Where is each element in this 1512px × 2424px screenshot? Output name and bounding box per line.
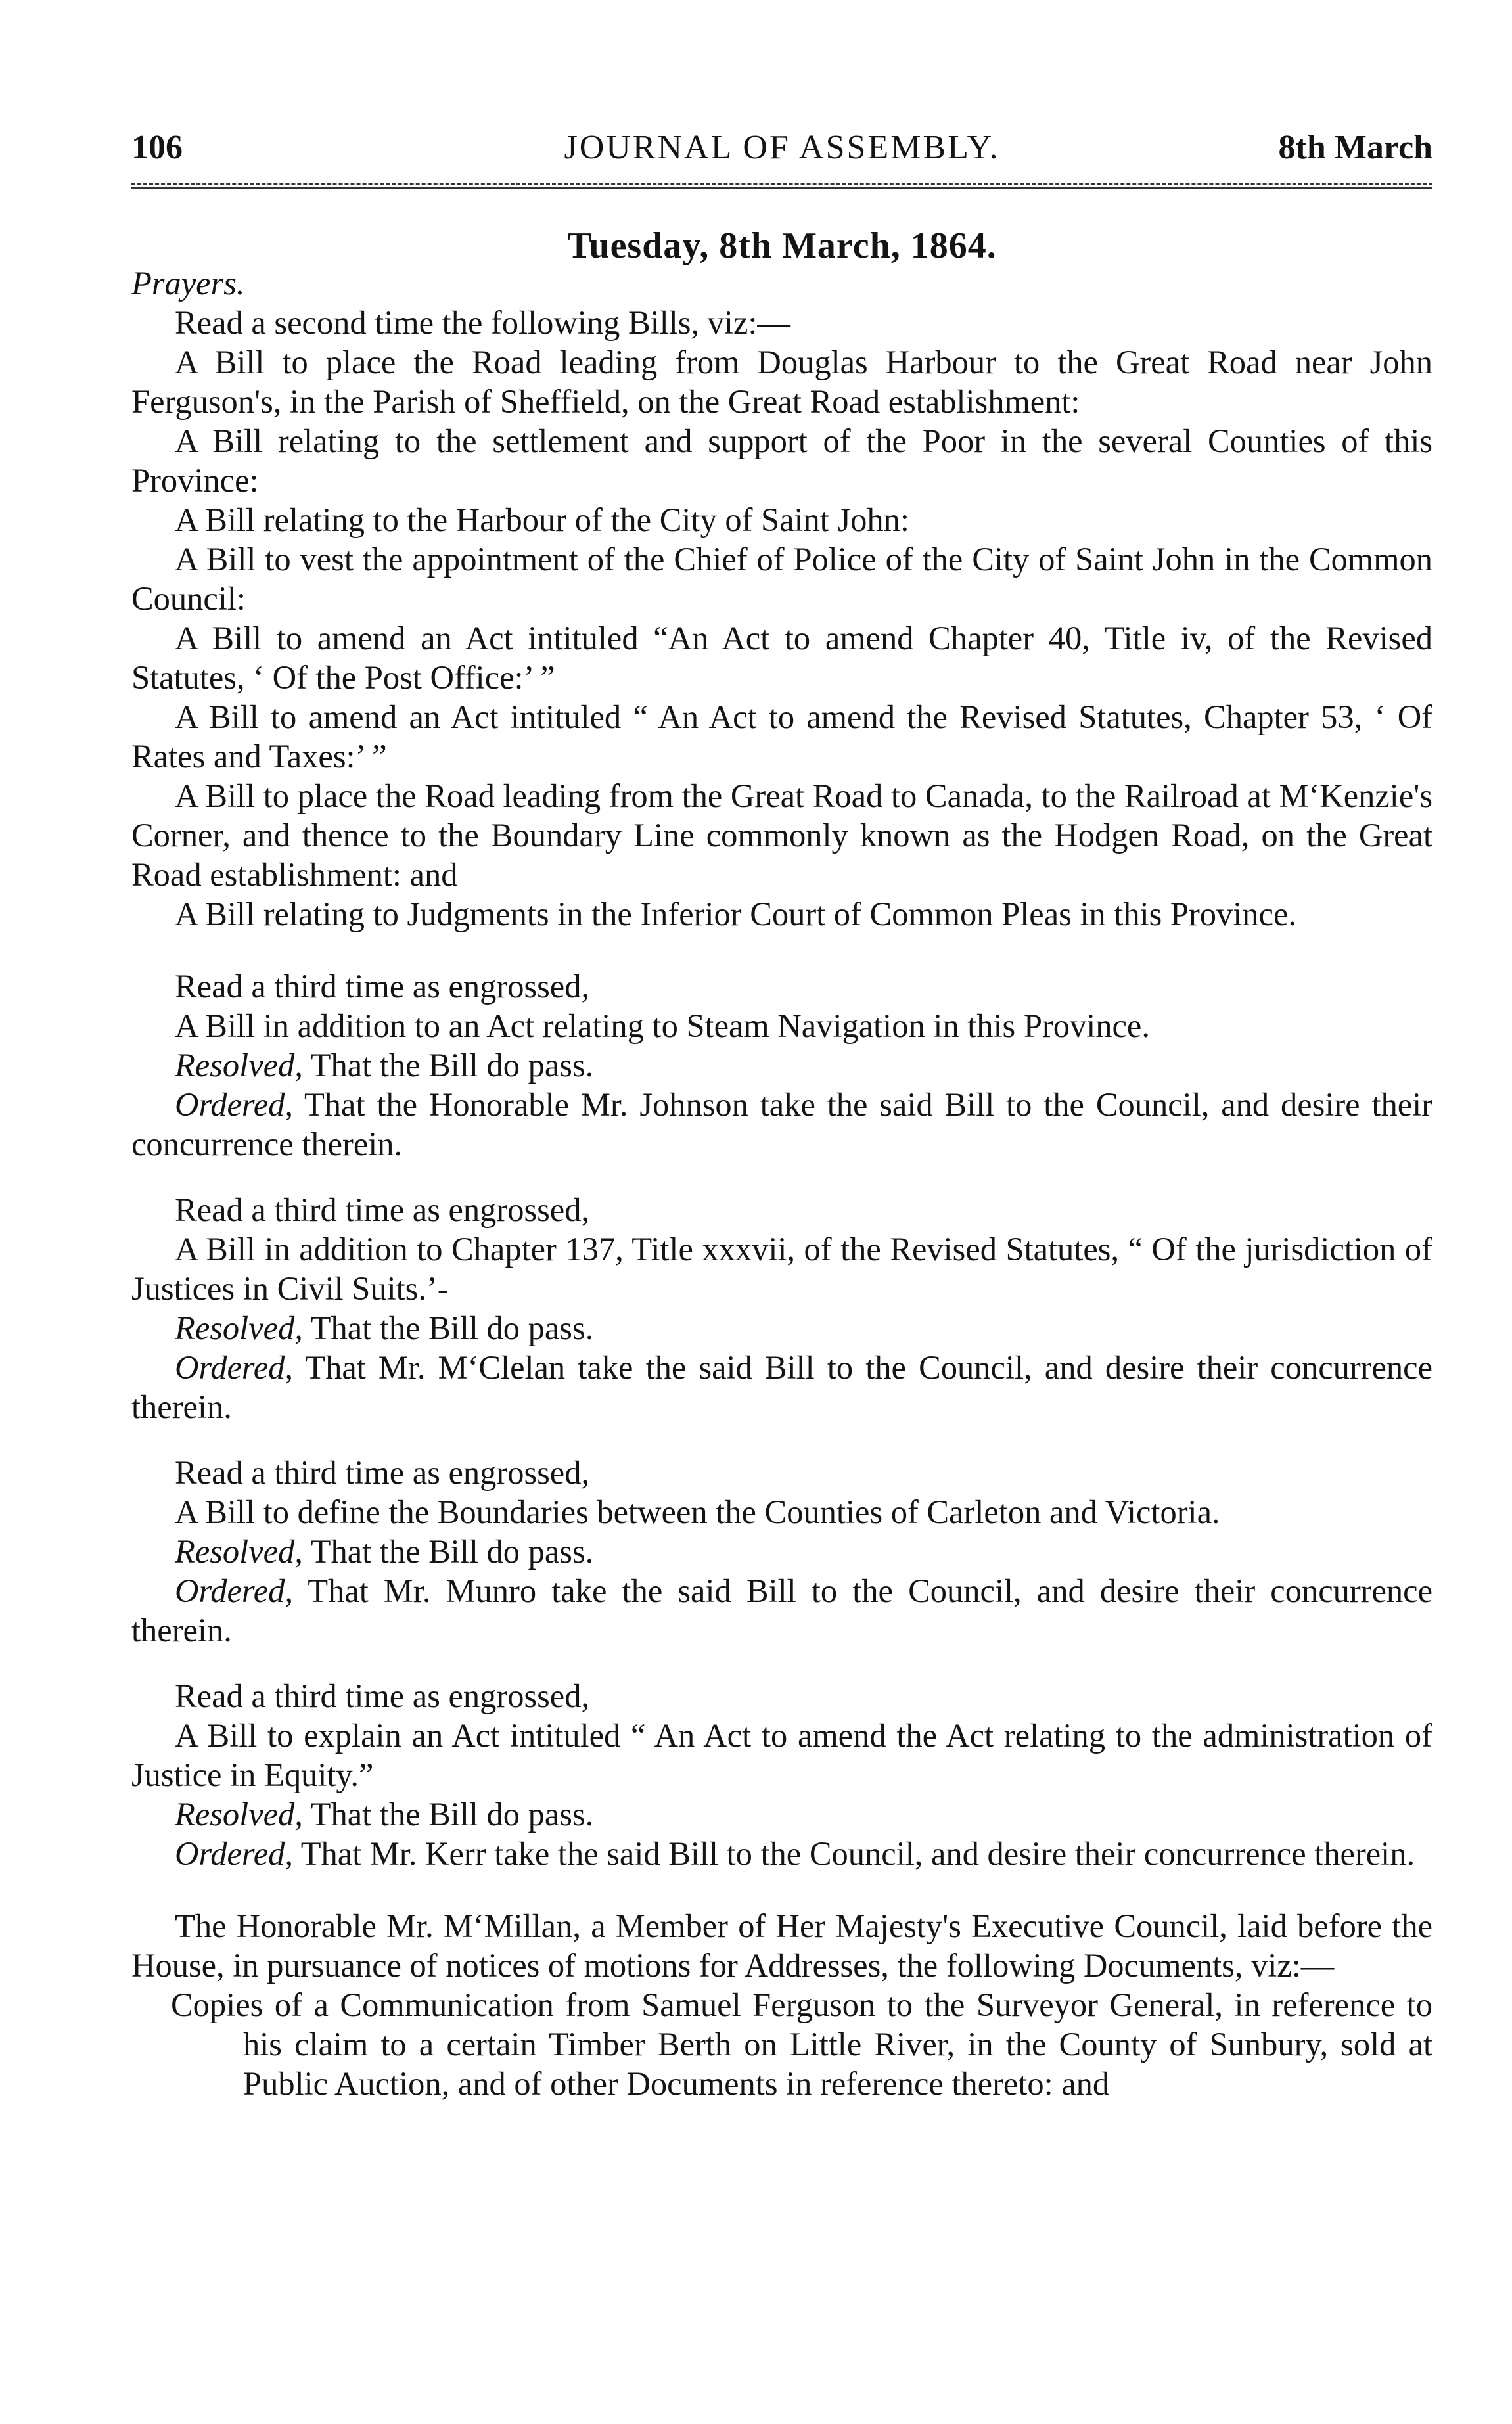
third-reading-block	[131, 1453, 1432, 1650]
document-item: Copies of a Communication from Samuel Ferguson to the Surveyor General, in reference to his claim to a certain Timber Berth on Little River, in the County of Sunbury, sold at Public Auction, and of other Documents in reference thereto: and	[171, 1986, 1432, 2102]
resolved-text: That the Bill do pass.	[310, 1533, 594, 1570]
bill-entry: A Bill to amend an Act intituled “An Act to amend Chapter 40, Title iv, of the Revised Statutes, ‘ Of the Post Office:’ ”	[131, 620, 1432, 696]
resolved-label: Resolved,	[175, 1796, 303, 1833]
header-date: 8th March	[1278, 129, 1432, 166]
order	[131, 1571, 1432, 1650]
date-heading: Tuesday, 8th March, 1864.	[567, 225, 997, 266]
resolution	[131, 1308, 1432, 1348]
ordered-label: Ordered,	[175, 1349, 293, 1386]
ordered-label: Ordered,	[175, 1086, 293, 1123]
third-reading-block	[131, 1190, 1432, 1427]
page-header	[131, 125, 1432, 171]
third-reading-intro: Read a third time as engrossed,	[175, 968, 590, 1005]
bill-entry: A Bill in addition to Chapter 137, Title xxxvii, of the Revised Statutes, “ Of the jurisdiction of Justices in Civil Suits.’-	[131, 1231, 1432, 1307]
resolution	[131, 1045, 1432, 1085]
third-reading-block	[131, 1676, 1432, 1873]
journal-page	[131, 125, 1432, 2103]
resolved-label: Resolved,	[175, 1047, 303, 1084]
third-reading-intro: Read a third time as engrossed,	[175, 1678, 590, 1714]
resolved-label: Resolved,	[175, 1533, 303, 1570]
bill-entry: A Bill in addition to an Act relating to Steam Navigation in this Province.	[175, 1007, 1150, 1044]
third-reading-intro: Read a third time as engrossed,	[175, 1454, 590, 1491]
resolution	[131, 1795, 1432, 1834]
resolved-label: Resolved,	[175, 1310, 303, 1346]
bill-entry: A Bill to vest the appointment of the Chief of Police of the City of Saint John in the Common Council:	[131, 541, 1432, 617]
documents-block	[131, 1906, 1432, 2103]
ordered-text: That Mr. M‘Clelan take the said Bill to the Council, and desire their concurrence therein.	[131, 1349, 1432, 1425]
order	[131, 1348, 1432, 1427]
bill-entry: A Bill to define the Boundaries between the Counties of Carleton and Victoria.	[175, 1494, 1220, 1530]
ordered-label: Ordered,	[175, 1572, 293, 1609]
bill-entry: A Bill to amend an Act intituled “ An Act to amend the Revised Statutes, Chapter 53, ‘ Of Rates and Taxes:’ ”	[131, 698, 1432, 775]
third-reading-intro: Read a third time as engrossed,	[175, 1191, 590, 1228]
page-number: 106	[131, 129, 183, 166]
order	[131, 1085, 1432, 1164]
bill-entry: A Bill to place the Road leading from Douglas Harbour to the Great Road near John Ferguson's, in the Parish of Sheffield, on the Great Road establishment:	[131, 344, 1432, 420]
resolution	[131, 1532, 1432, 1571]
journal-body	[131, 223, 1432, 2103]
ordered-text: That Mr. Munro take the said Bill to the Council, and desire their concurrence therein.	[131, 1572, 1432, 1649]
bill-entry: A Bill relating to the Harbour of the City of Saint John:	[175, 501, 909, 538]
resolved-text: That the Bill do pass.	[310, 1047, 594, 1084]
second-reading-intro: Read a second time the following Bills, viz:—	[175, 304, 790, 341]
bill-entry: A Bill relating to Judgments in the Inferior Court of Common Pleas in this Province.	[175, 896, 1297, 932]
resolved-text: That the Bill do pass.	[310, 1796, 594, 1833]
bill-entry: A Bill relating to the settlement and support of the Poor in the several Counties of this Province:	[131, 423, 1432, 499]
header-rule	[131, 183, 1432, 189]
ordered-label: Ordered,	[175, 1835, 293, 1872]
prayers-note: Prayers.	[131, 265, 245, 302]
ordered-text: That the Honorable Mr. Johnson take the said Bill to the Council, and desire their concurrence therein.	[131, 1086, 1432, 1162]
bill-entry: A Bill to explain an Act intituled “ An Act to amend the Act relating to the administration of Justice in Equity.”	[131, 1717, 1432, 1793]
third-reading-block	[131, 967, 1432, 1164]
order	[131, 1834, 1432, 1873]
running-title: JOURNAL OF ASSEMBLY.	[564, 129, 1000, 166]
documents-intro: The Honorable Mr. M‘Millan, a Member of Her Majesty's Executive Council, laid before the House, in pursuance of notices of motions for Addresses, the following Documents, viz:—	[131, 1908, 1432, 1984]
bill-entry: A Bill to place the Road leading from the Great Road to Canada, to the Railroad at M‘Kenzie's Corner, and thence to the Boundary Line commonly known as the Hodgen Road, on the Great Road establishment: and	[131, 777, 1432, 893]
ordered-text: That Mr. Kerr take the said Bill to the Council, and desire their concurrence therein.	[300, 1835, 1415, 1872]
resolved-text: That the Bill do pass.	[310, 1310, 594, 1346]
